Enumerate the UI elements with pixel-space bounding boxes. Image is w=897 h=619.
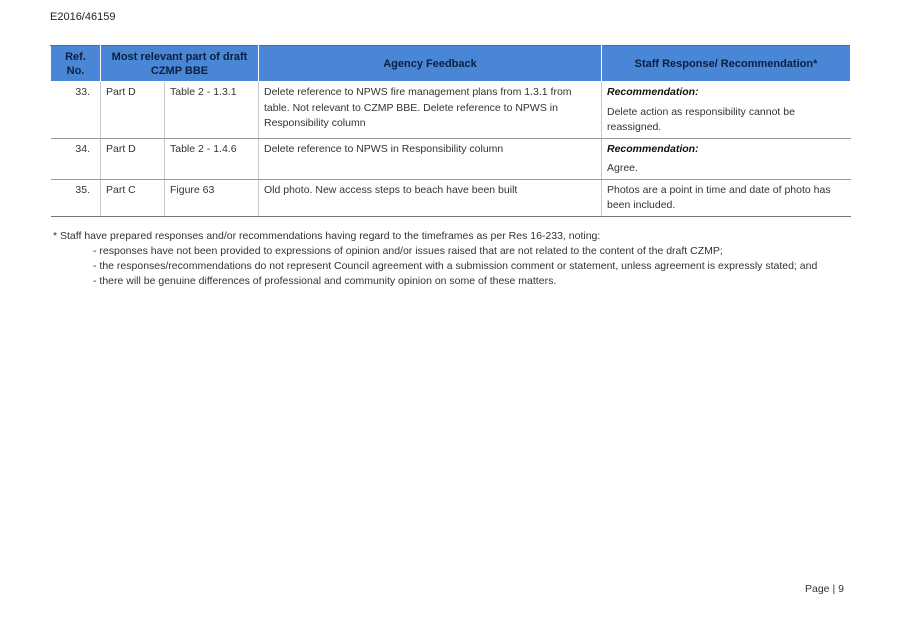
footnote-item: - responses have not been provided to expressions of opinion and/or issues raised that are not related to the content of the draft CZMP; <box>93 245 723 257</box>
header-agency-feedback: Agency Feedback <box>259 46 602 82</box>
header-staff-response: Staff Response/ Recommendation* <box>602 46 851 82</box>
recommendation-label: Recommendation: <box>607 86 699 98</box>
response-cell <box>602 82 851 139</box>
response-text: Agree. <box>607 162 638 174</box>
feedback-cell: Old photo. New access steps to beach have been built <box>259 179 602 216</box>
footnote-item: - the responses/recommendations do not represent Council agreement with a submission comment or statement, unless agreement is expressly stated; and <box>93 260 818 272</box>
section-cell: Figure 63 <box>165 179 259 216</box>
agency-feedback-table <box>50 45 851 217</box>
part-cell: Part D <box>101 138 165 179</box>
feedback-cell: Delete reference to NPWS fire management plans from 1.3.1 from table. Not relevant to CZMP BBE. Delete reference to NPWS in Responsibility column <box>259 82 602 139</box>
table-row <box>51 179 851 216</box>
header-relevant-part: Most relevant part of draft CZMP BBE <box>101 46 259 82</box>
page-number: Page | 9 <box>805 583 844 595</box>
response-cell <box>602 138 851 179</box>
header-ref-no: Ref. No. <box>51 46 101 82</box>
feedback-cell: Delete reference to NPWS in Responsibility column <box>259 138 602 179</box>
ref-cell: 35. <box>51 179 101 216</box>
ref-cell: 33. <box>51 82 101 139</box>
footnote-lead: * Staff have prepared responses and/or recommendations having regard to the timeframes as per Res 16-233, noting: <box>53 230 601 242</box>
document-reference: E2016/46159 <box>50 11 116 23</box>
ref-cell: 34. <box>51 138 101 179</box>
recommendation-label: Recommendation: <box>607 142 699 155</box>
section-cell: Table 2 - 1.4.6 <box>165 138 259 179</box>
footnotes <box>53 229 853 289</box>
footnote-item: - there will be genuine differences of professional and community opinion on some of these matters. <box>93 275 557 287</box>
table-row <box>51 138 851 179</box>
section-cell: Table 2 - 1.3.1 <box>165 82 259 139</box>
response-text: Delete action as responsibility cannot be reassigned. <box>607 105 795 133</box>
table-header-row <box>51 46 851 82</box>
table-row <box>51 82 851 139</box>
part-cell: Part D <box>101 82 165 139</box>
part-cell: Part C <box>101 179 165 216</box>
response-cell: Photos are a point in time and date of photo has been included. <box>602 179 851 216</box>
